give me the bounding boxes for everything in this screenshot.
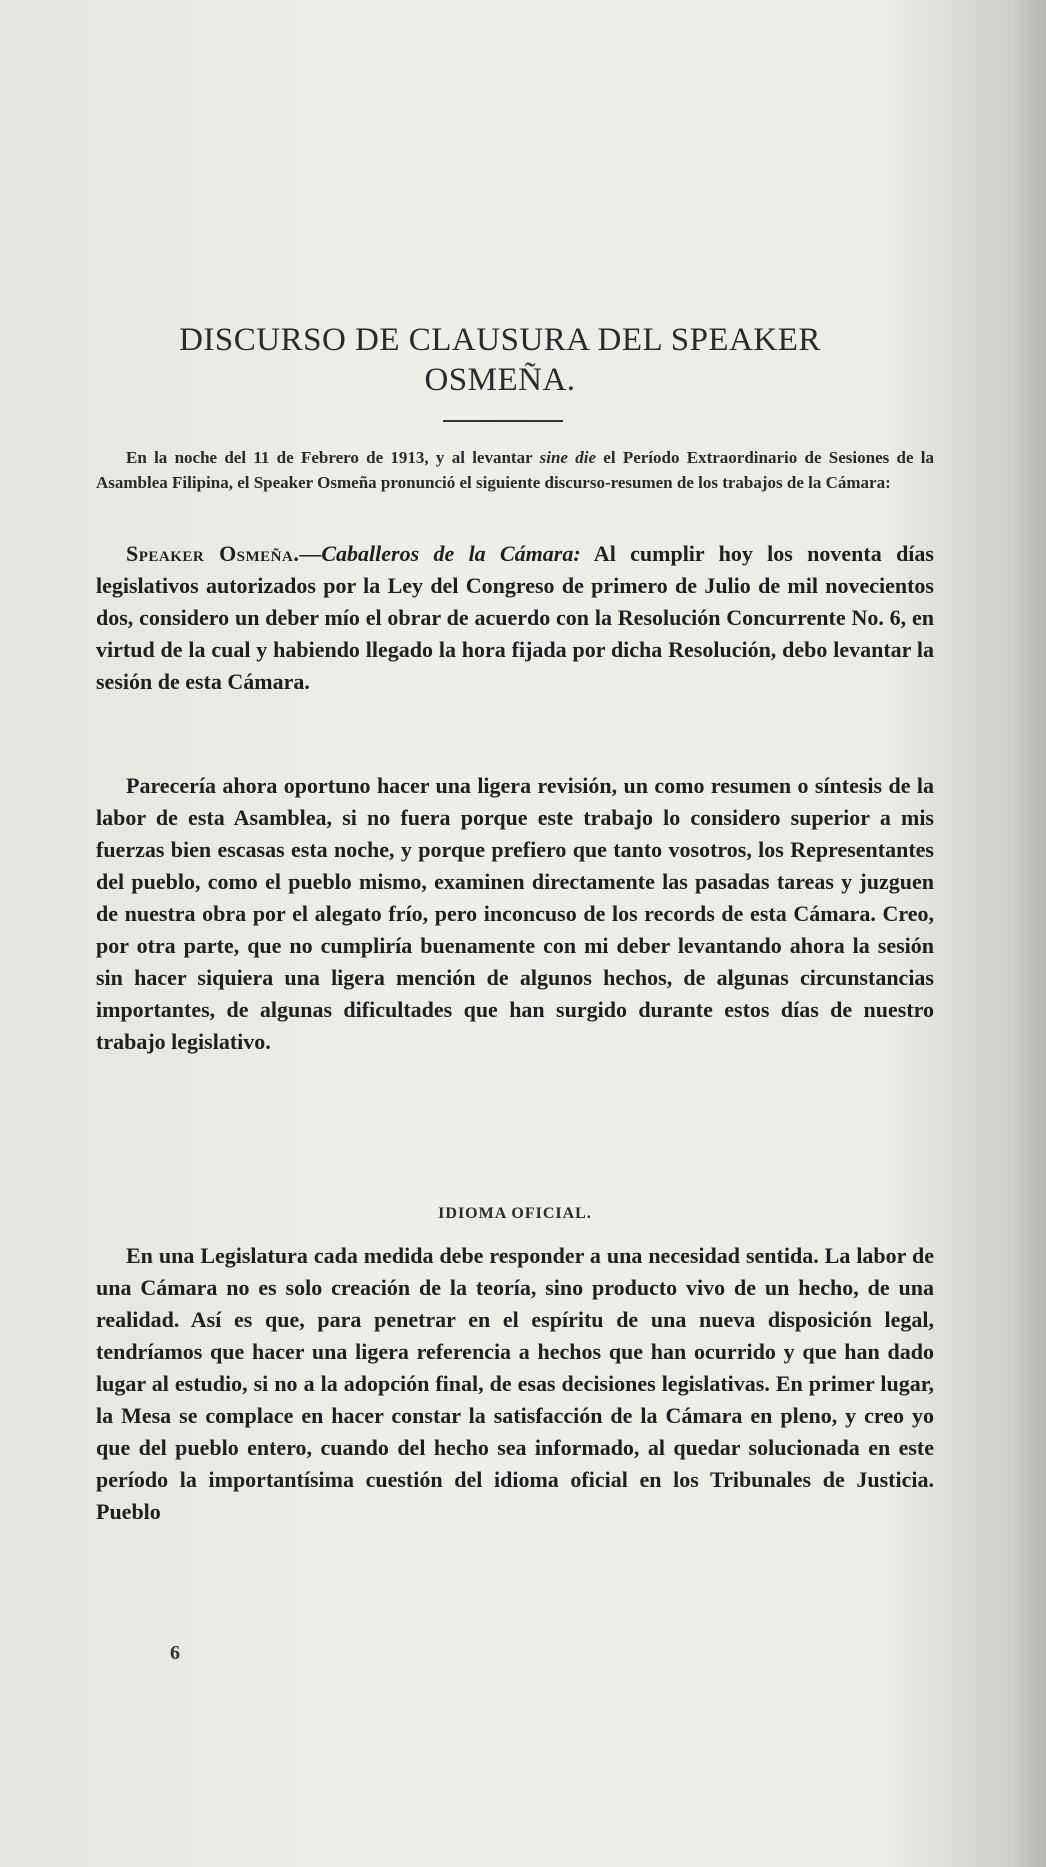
intro-paragraph (96, 445, 934, 495)
intro-italic-phrase: sine die (539, 448, 596, 467)
speaker-name: Speaker Osmeña. (126, 541, 300, 566)
intro-text-part1: En la noche del 11 de Febrero de 1913, y al levantar (126, 448, 540, 467)
body-paragraph-1 (96, 538, 934, 698)
page-title: DISCURSO DE CLAUSURA DEL SPEAKER OSMEÑA. (179, 322, 821, 398)
body-paragraph-3: En una Legislatura cada medida debe responder a una necesidad sentida. La labor de una Cámara no es solo creación de la teoría, sino producto vivo de un hecho, de una realidad. Así es que, para penetrar en el espíritu de una nueva disposición legal, tendríamos que hacer una ligera referencia a hechos que han ocurrido y que han dado lugar al estudio, si no a la adopción final, de esas decisiones legislativas. En primer lugar, la Mesa se complace en hacer constar la satisfacción de la Cámara en pleno, y creo yo que del pueblo entero, cuando del hecho sea informado, al quedar solucionada en este período la importantísima cuestión del idioma oficial en los Tribunales de Justicia. Pueblo (96, 1243, 934, 1524)
page-number: 6 (170, 1642, 180, 1664)
section-heading: IDIOMA OFICIAL. (438, 1205, 592, 1222)
intro-text-part2: el Período Extraordinario de Sesiones de la Asamblea Filipina, el Speaker Osmeña pronunció el siguiente discurso-resumen de los trabajos de la Cámara: (96, 448, 935, 492)
salutation: Caballeros de la Cámara: (321, 541, 581, 566)
paragraph-1-text: Al cumplir hoy los noventa días legislativos autorizados por la Ley del Congreso de primero de Julio de mil novecientos dos, considero un deber mío el obrar de acuerdo con la Resolución Concurrente No. 6, en virtud de la cual y habiendo llegado la hora fijada por dicha Resolución, debo levantar la sesión de esta Cámara. (96, 541, 934, 694)
title-divider (443, 420, 563, 422)
speaker-dash: — (299, 541, 322, 566)
body-paragraph-2: Parecería ahora oportuno hacer una ligera revisión, un como resumen o síntesis de la labor de esta Asamblea, si no fuera porque este trabajo lo considero superior a mis fuerzas bien escasas esta noche, y porque prefiero que tanto vosotros, los Representantes del pueblo, como el pueblo mismo, examinen directamente las pasadas tareas y juzguen de nuestra obra por el alegato frío, pero inconcuso de los records de esta Cámara. Creo, por otra parte, que no cumpliría buenamente con mi deber levantando ahora la sesión sin hacer siquiera una ligera mención de algunos hechos, de algunas circunstancias importantes, de algunas dificultades que han surgido durante estos días de nuestro trabajo legislativo. (96, 773, 934, 1054)
